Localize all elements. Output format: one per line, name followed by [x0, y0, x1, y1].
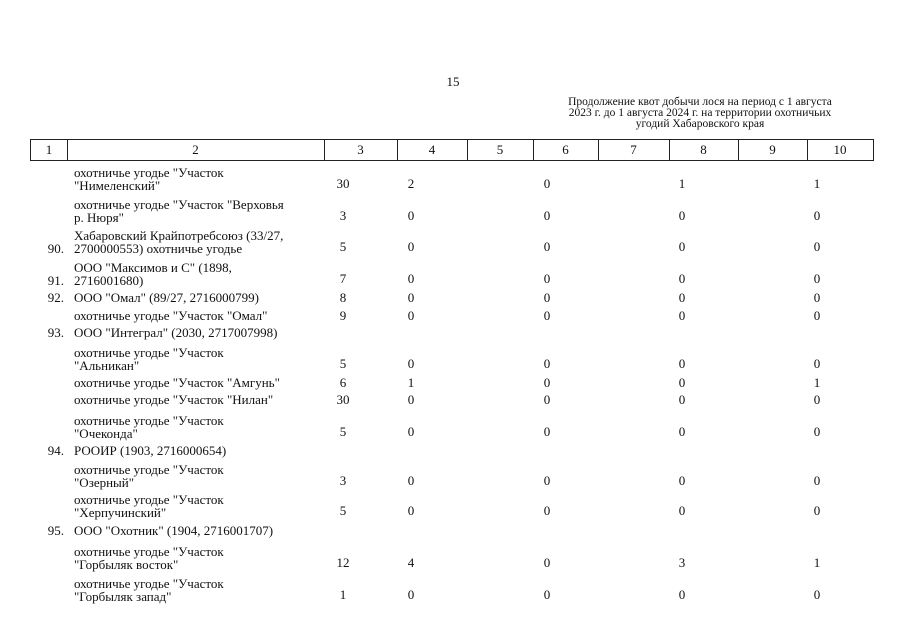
- cell-col-4: 4: [407, 555, 415, 570]
- row-name-line: ООО "Омал" (89/27, 2716000799): [74, 290, 259, 305]
- cell-col-3: 6: [339, 375, 347, 390]
- row-number: 93.: [47, 325, 64, 340]
- row-name-line: ООО "Максимов и С" (1898,: [74, 260, 232, 275]
- row-name-line: охотничье угодье "Участок: [74, 492, 224, 507]
- header-cell-9: 9: [738, 140, 808, 160]
- row-name-line: РООИР (1903, 2716000654): [74, 443, 227, 458]
- row-name: [74, 166, 330, 192]
- row-name-line: охотничье угодье "Участок: [74, 165, 224, 180]
- cell-col-8: 0: [678, 503, 686, 518]
- cell-col-3: 30: [336, 176, 350, 191]
- row-name: [74, 261, 330, 287]
- cell-col-3: 5: [339, 356, 347, 371]
- cell-col-6: 0: [543, 392, 551, 407]
- cell-col-8: 1: [678, 176, 686, 191]
- row-name: [74, 463, 330, 489]
- row-name-line: 2700000553) охотничье угодье: [74, 241, 243, 256]
- row-name: [74, 414, 330, 440]
- row-name-line: Хабаровский Крайпотребсоюз (33/27,: [74, 228, 284, 243]
- cell-col-6: 0: [543, 271, 551, 286]
- cell-col-6: 0: [543, 356, 551, 371]
- row-name: [74, 198, 330, 224]
- row-name-line: охотничье угодье "Участок "Нилан": [74, 392, 274, 407]
- header-cell-5: 5: [467, 140, 534, 160]
- cell-col-4: 0: [407, 587, 415, 602]
- row-number: 94.: [47, 443, 64, 458]
- caption-line: 2023 г. до 1 августа 2024 г. на территории охотничьих: [568, 107, 832, 119]
- row-name-line: "Озерный": [74, 475, 135, 490]
- row-name: [74, 326, 330, 339]
- row-number: 95.: [47, 523, 64, 538]
- cell-col-4: 0: [407, 271, 415, 286]
- cell-col-3: 5: [339, 424, 347, 439]
- cell-col-10: 0: [813, 208, 821, 223]
- cell-col-6: 0: [543, 587, 551, 602]
- cell-col-3: 5: [339, 239, 347, 254]
- cell-col-10: 0: [813, 392, 821, 407]
- row-name: [74, 346, 330, 372]
- row-name-line: "Херпучинский": [74, 505, 167, 520]
- cell-col-4: 0: [407, 308, 415, 323]
- row-name: [74, 376, 330, 389]
- row-name-line: 2716001680): [74, 273, 144, 288]
- row-number: 91.: [47, 273, 64, 288]
- row-name-line: охотничье угодье "Участок: [74, 462, 224, 477]
- row-name: [74, 229, 330, 255]
- header-cell-7: 7: [598, 140, 670, 160]
- row-name-line: "Горбыляк восток": [74, 557, 179, 572]
- row-name-line: "Очеконда": [74, 426, 138, 441]
- header-cell-1: 1: [31, 140, 68, 160]
- header-cell-6: 6: [533, 140, 599, 160]
- row-name: [74, 393, 330, 406]
- row-name: [74, 577, 330, 603]
- header-cell-8: 8: [669, 140, 739, 160]
- cell-col-6: 0: [543, 176, 551, 191]
- row-name-line: охотничье угодье "Участок "Верховья: [74, 197, 284, 212]
- cell-col-4: 1: [407, 375, 415, 390]
- caption-line: угодий Хабаровского края: [635, 118, 765, 130]
- row-name: [74, 545, 330, 571]
- cell-col-8: 0: [678, 473, 686, 488]
- cell-col-4: 0: [407, 424, 415, 439]
- cell-col-4: 0: [407, 239, 415, 254]
- row-number: 92.: [47, 290, 64, 305]
- cell-col-4: 0: [407, 392, 415, 407]
- cell-col-6: 0: [543, 503, 551, 518]
- cell-col-3: 3: [339, 473, 347, 488]
- row-name-line: охотничье угодье "Участок: [74, 544, 224, 559]
- cell-col-6: 0: [543, 473, 551, 488]
- cell-col-3: 8: [339, 290, 347, 305]
- cell-col-10: 0: [813, 473, 821, 488]
- row-name: [74, 493, 330, 519]
- row-name-line: ООО "Охотник" (1904, 2716001707): [74, 523, 274, 538]
- cell-col-4: 0: [407, 356, 415, 371]
- cell-col-4: 0: [407, 208, 415, 223]
- cell-col-8: 0: [678, 271, 686, 286]
- cell-col-4: 2: [407, 176, 415, 191]
- cell-col-8: 0: [678, 356, 686, 371]
- cell-col-6: 0: [543, 208, 551, 223]
- cell-col-8: 0: [678, 208, 686, 223]
- row-name-line: "Нимеленский": [74, 178, 161, 193]
- row-name-line: р. Нюря": [74, 210, 124, 225]
- cell-col-10: 0: [813, 271, 821, 286]
- cell-col-10: 0: [813, 239, 821, 254]
- cell-col-10: 0: [813, 290, 821, 305]
- table-caption: [540, 97, 860, 130]
- row-name-line: охотничье угодье "Участок: [74, 576, 224, 591]
- header-cell-2: 2: [67, 140, 325, 160]
- cell-col-8: 3: [678, 555, 686, 570]
- header-cell-4: 4: [397, 140, 468, 160]
- cell-col-10: 1: [813, 176, 821, 191]
- cell-col-3: 1: [339, 587, 347, 602]
- cell-col-10: 0: [813, 356, 821, 371]
- cell-col-6: 0: [543, 555, 551, 570]
- cell-col-3: 5: [339, 503, 347, 518]
- cell-col-3: 12: [336, 555, 350, 570]
- header-cell-3: 3: [324, 140, 398, 160]
- row-name-line: охотничье угодье "Участок "Омал": [74, 308, 268, 323]
- cell-col-8: 0: [678, 290, 686, 305]
- cell-col-8: 0: [678, 392, 686, 407]
- cell-col-6: 0: [543, 375, 551, 390]
- cell-col-3: 7: [339, 271, 347, 286]
- row-name: [74, 524, 330, 537]
- cell-col-4: 0: [407, 473, 415, 488]
- cell-col-6: 0: [543, 290, 551, 305]
- row-name-line: "Горбыляк запад": [74, 589, 172, 604]
- cell-col-8: 0: [678, 375, 686, 390]
- row-name: [74, 309, 330, 322]
- table-header-row: [30, 139, 874, 161]
- row-name-line: "Альникан": [74, 358, 140, 373]
- caption-line: Продолжение квот добычи лося на период с 1 августа: [568, 96, 832, 108]
- cell-col-4: 0: [407, 290, 415, 305]
- row-number: 90.: [47, 241, 64, 256]
- cell-col-10: 0: [813, 424, 821, 439]
- cell-col-6: 0: [543, 308, 551, 323]
- row-name-line: охотничье угодье "Участок: [74, 413, 224, 428]
- cell-col-3: 3: [339, 208, 347, 223]
- cell-col-4: 0: [407, 503, 415, 518]
- cell-col-10: 1: [813, 555, 821, 570]
- cell-col-10: 0: [813, 308, 821, 323]
- page-number: 15: [446, 74, 460, 89]
- cell-col-6: 0: [543, 424, 551, 439]
- cell-col-8: 0: [678, 424, 686, 439]
- row-name-line: охотничье угодье "Участок "Амгунь": [74, 375, 280, 390]
- row-name-line: охотничье угодье "Участок: [74, 345, 224, 360]
- row-name: [74, 291, 330, 304]
- cell-col-8: 0: [678, 239, 686, 254]
- cell-col-3: 30: [336, 392, 350, 407]
- cell-col-8: 0: [678, 308, 686, 323]
- row-name: [74, 444, 330, 457]
- cell-col-10: 0: [813, 503, 821, 518]
- cell-col-8: 0: [678, 587, 686, 602]
- header-cell-10: 10: [833, 142, 847, 157]
- row-name-line: ООО "Интеграл" (2030, 2717007998): [74, 325, 278, 340]
- cell-col-3: 9: [339, 308, 347, 323]
- cell-col-6: 0: [543, 239, 551, 254]
- cell-col-10: 1: [813, 375, 821, 390]
- cell-col-10: 0: [813, 587, 821, 602]
